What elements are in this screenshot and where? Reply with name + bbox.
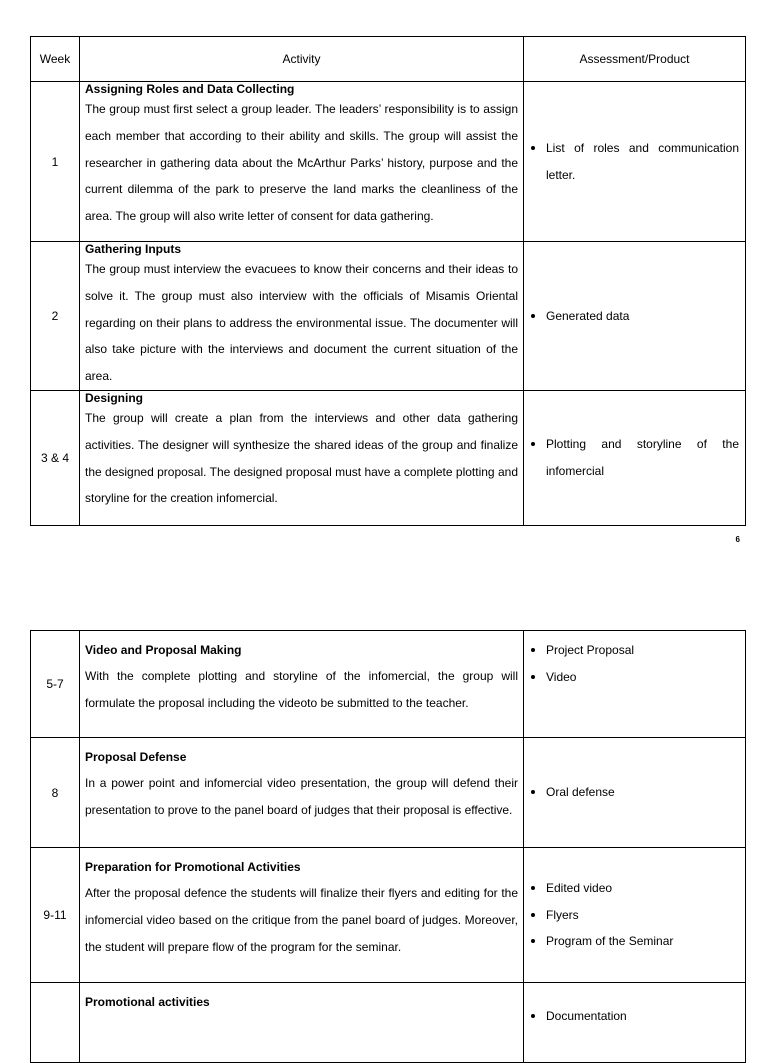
activity-description: The group must first select a group leader. The leaders’ responsibility is to assign each member that according to their ability and skills. The group will assist the researcher in gathering data about the McArthur Parks’ history, purpose and the current dilemma of the park to preserve the land marks the cleanliness of the area. The group will also write letter of consent for data gathering. (85, 102, 518, 224)
week-cell: 3 & 4 (31, 390, 80, 525)
assessment-cell (524, 242, 746, 391)
product-list (546, 875, 739, 955)
product-list (546, 135, 739, 189)
activity-cell (80, 983, 524, 1063)
header-activity: Activity (80, 37, 524, 82)
activity-title: Gathering Inputs (85, 242, 181, 256)
activity-title: Assigning Roles and Data Collecting (85, 82, 295, 96)
header-week: Week (31, 37, 80, 82)
week-cell: 1 (31, 82, 80, 242)
product-item: Program of the Seminar (546, 928, 739, 955)
week-cell (31, 983, 80, 1063)
activity-cell (80, 631, 524, 738)
product-item: Video (546, 664, 739, 691)
schedule-table-page-1 (30, 36, 746, 526)
assessment-cell (524, 983, 746, 1063)
week-cell: 8 (31, 738, 80, 848)
activity-title: Designing (85, 390, 144, 405)
product-item: Plotting and storyline of the infomercial (546, 431, 739, 485)
product-item: Oral defense (546, 779, 739, 806)
activity-description: The group will create a plan from the interviews and other data gathering activities. The designer will synthesize the shared ideas of the group and finalize the designed proposal. The designed proposal must have a complete plotting and storyline for the creation infomercial. (85, 410, 518, 506)
product-list (546, 637, 739, 691)
table-row (31, 82, 746, 242)
table-row (31, 738, 746, 848)
product-item: Project Proposal (546, 637, 739, 664)
week-cell: 2 (31, 242, 80, 391)
activity-description: In a power point and infomercial video presentation, the group will defend their presentation to prove to the panel board of judges that their proposal is effective. (85, 776, 518, 817)
week-cell: 9-11 (31, 848, 80, 983)
table-row (31, 848, 746, 983)
product-item: Generated data (546, 303, 739, 330)
table-row (31, 390, 746, 525)
assessment-cell (524, 848, 746, 983)
table-header-row (31, 37, 746, 82)
week-cell: 5-7 (31, 631, 80, 738)
activity-cell (80, 390, 524, 525)
activity-description: After the proposal defence the students will finalize their flyers and editing for the infomercial video based on the critique from the panel board of judges. Moreover, the student will prepare flow of the program for the seminar. (85, 886, 518, 954)
header-assessment: Assessment/Product (524, 37, 746, 82)
activity-title: Proposal Defense (85, 750, 187, 764)
assessment-cell (524, 82, 746, 242)
product-item: Flyers (546, 902, 739, 929)
product-item: Documentation (546, 1003, 739, 1030)
assessment-cell (524, 631, 746, 738)
assessment-cell (524, 390, 746, 525)
product-item: List of roles and communication letter. (546, 135, 739, 189)
activity-cell (80, 738, 524, 848)
product-item: Edited video (546, 875, 739, 902)
assessment-cell (524, 738, 746, 848)
activity-title: Preparation for Promotional Activities (85, 860, 301, 874)
page-number: 6 (735, 535, 740, 544)
product-list (546, 431, 739, 485)
schedule-table-page-2 (30, 630, 746, 1063)
activity-title: Promotional activities (85, 995, 210, 1009)
product-list (546, 779, 739, 806)
table-row (31, 631, 746, 738)
activity-cell (80, 82, 524, 242)
activity-description: With the complete plotting and storyline of the infomercial, the group will formulate the proposal including the videoto be submitted to the teacher. (85, 669, 518, 710)
product-list (546, 1003, 739, 1030)
activity-description: The group must interview the evacuees to know their concerns and their ideas to solve it. The group must also interview with the officials of Misamis Oriental regarding on their plans to address the environmental issue. The documenter will also take picture with the interviews and document the current situation of the area. (85, 262, 518, 384)
activity-cell (80, 242, 524, 391)
product-list (546, 303, 739, 330)
activity-title: Video and Proposal Making (85, 643, 242, 657)
activity-cell (80, 848, 524, 983)
table-row (31, 983, 746, 1063)
table-row (31, 242, 746, 391)
